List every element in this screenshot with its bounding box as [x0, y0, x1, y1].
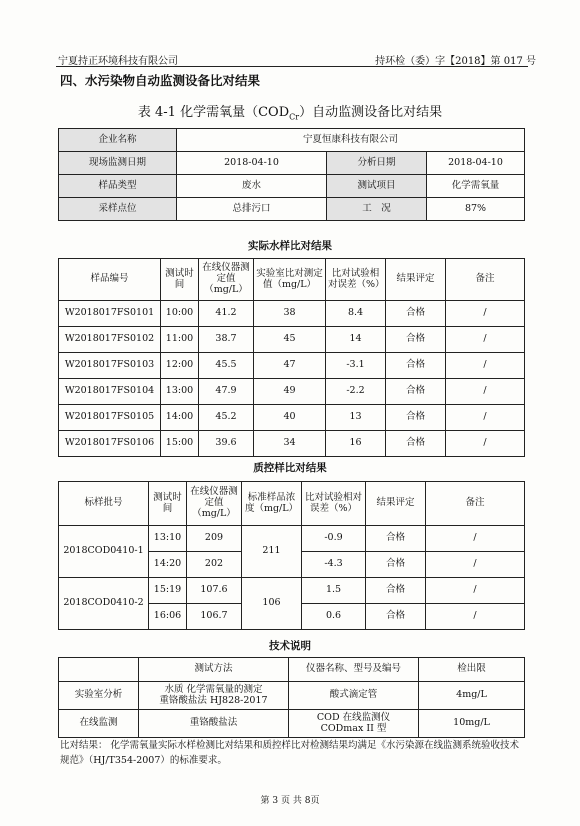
- qc-batch: 2018COD0410-2: [59, 578, 149, 630]
- cell: 14:00: [161, 405, 199, 431]
- col-header: 备注: [426, 482, 525, 526]
- cell: 34: [254, 431, 326, 457]
- table-row: [59, 301, 525, 327]
- cell: -3.1: [326, 353, 386, 379]
- row-label: 实验室分析: [59, 682, 139, 710]
- cell: W2018017FS0101: [59, 301, 161, 327]
- cell: 合格: [366, 526, 426, 552]
- cell: 重铬酸盐法: [139, 710, 289, 738]
- qc-batch: 2018COD0410-1: [59, 526, 149, 578]
- cell: W2018017FS0103: [59, 353, 161, 379]
- table-row: [59, 431, 525, 457]
- actual-table: [58, 258, 525, 457]
- cell: -0.9: [302, 526, 366, 552]
- col-header: 测试时间: [161, 259, 199, 301]
- info-label: 工 况: [327, 198, 427, 221]
- cell: /: [426, 578, 525, 604]
- method-line: 重铬酸盐法 HJ828-2017: [159, 694, 268, 706]
- info-label: 测试项目: [327, 175, 427, 198]
- cell: 合格: [386, 353, 446, 379]
- cell: 0.6: [302, 604, 366, 630]
- tech-header-row: [59, 658, 525, 682]
- info-label: 企业名称: [59, 129, 177, 152]
- cell: 4mg/L: [419, 682, 525, 710]
- cell: /: [426, 552, 525, 578]
- cell: 1.5: [302, 578, 366, 604]
- qc-title: 质控样比对结果: [253, 462, 327, 474]
- info-label: 分析日期: [327, 152, 427, 175]
- cell: 合格: [366, 552, 426, 578]
- info-value: 废水: [177, 175, 327, 198]
- cell: /: [446, 379, 525, 405]
- info-label: 采样点位: [59, 198, 177, 221]
- cell: 合格: [366, 578, 426, 604]
- col-header: 比对试验相对误差（%）: [326, 259, 386, 301]
- cell: W2018017FS0106: [59, 431, 161, 457]
- cell: 合格: [386, 405, 446, 431]
- cell: 45.5: [199, 353, 254, 379]
- section-title: 四、水污染物自动监测设备比对结果: [60, 73, 261, 88]
- col-header: 标准样品浓度（mg/L）: [242, 482, 302, 526]
- cell: /: [446, 405, 525, 431]
- cell: 14:20: [149, 552, 187, 578]
- cell: 107.6: [187, 578, 242, 604]
- cell: 11:00: [161, 327, 199, 353]
- info-table: [58, 128, 525, 221]
- cell: 41.2: [199, 301, 254, 327]
- cell: [139, 682, 289, 710]
- col-header: 结果评定: [386, 259, 446, 301]
- tech-title: 技术说明: [269, 640, 311, 652]
- method-line: 水质 化学需氧量的测定: [164, 683, 263, 695]
- cell: 合格: [386, 379, 446, 405]
- cell: [289, 710, 419, 738]
- col-header: 标样批号: [59, 482, 149, 526]
- cell: 合格: [366, 604, 426, 630]
- cell: /: [426, 604, 525, 630]
- table-row: [59, 353, 525, 379]
- info-row: [59, 198, 525, 221]
- page-number: 第 3 页 共 8页: [260, 796, 320, 806]
- col-header: 在线仪器测定值（mg/L）: [187, 482, 242, 526]
- cell: 49: [254, 379, 326, 405]
- cell: 47.9: [199, 379, 254, 405]
- instrument-line: COD 在线监测仪: [316, 711, 391, 723]
- cell: 13:00: [161, 379, 199, 405]
- cell: 酸式滴定管: [289, 682, 419, 710]
- table-row: [59, 405, 525, 431]
- cell: 合格: [386, 431, 446, 457]
- cell: 40: [254, 405, 326, 431]
- table-title: 表 4-1 化学需氧量$(COD_{Cr})$自动监测设备比对结果: [137, 105, 443, 122]
- info-value: 宁夏恒康科技有限公司: [177, 129, 525, 152]
- cell: -4.3: [302, 552, 366, 578]
- info-value: 2018-04-10: [177, 152, 327, 175]
- info-value: 总排污口: [177, 198, 327, 221]
- col-header: 仪器名称、型号及编号: [289, 658, 419, 682]
- info-value: 化学需氧量: [427, 175, 525, 198]
- info-row: [59, 175, 525, 198]
- info-label: 样品类型: [59, 175, 177, 198]
- cell: /: [446, 327, 525, 353]
- col-header: 测试方法: [139, 658, 289, 682]
- cell: 47: [254, 353, 326, 379]
- table-row: [59, 526, 525, 552]
- cell: 15:19: [149, 578, 187, 604]
- cell: 8.4: [326, 301, 386, 327]
- instrument-line: CODmax II 型: [320, 722, 387, 734]
- cell: W2018017FS0102: [59, 327, 161, 353]
- actual-title: 实际水样比对结果: [248, 240, 332, 252]
- table-row: [59, 379, 525, 405]
- conclusion-text: 比对结果： 化学需氧量实际水样检测比对结果和质控样比对检测结果均满足《水污染源在线监测系统验收技术规范》（HJ/T354-2007）的标准要求。: [60, 740, 520, 766]
- col-header: 检出限: [419, 658, 525, 682]
- cell: 16: [326, 431, 386, 457]
- table-row: [59, 578, 525, 604]
- header-company: 宁夏持正环境科技有限公司: [58, 56, 178, 67]
- cell: 39.6: [199, 431, 254, 457]
- info-row-company: [59, 129, 525, 152]
- row-label: 在线监测: [59, 710, 139, 738]
- col-header: 样品编号: [59, 259, 161, 301]
- info-row: [59, 152, 525, 175]
- col-header: 实验室比对测定值（mg/L）: [254, 259, 326, 301]
- cell: 14: [326, 327, 386, 353]
- cell: 38.7: [199, 327, 254, 353]
- qc-header-row: [59, 482, 525, 526]
- qc-table: [58, 481, 525, 630]
- cell: 106.7: [187, 604, 242, 630]
- cell: /: [446, 301, 525, 327]
- cell: 45: [254, 327, 326, 353]
- cell: -2.2: [326, 379, 386, 405]
- cell: 16:06: [149, 604, 187, 630]
- col-header: 测试时间: [149, 482, 187, 526]
- cell: 10:00: [161, 301, 199, 327]
- cell: /: [446, 353, 525, 379]
- actual-header-row: [59, 259, 525, 301]
- cell: W2018017FS0104: [59, 379, 161, 405]
- cell: /: [426, 526, 525, 552]
- info-value: 87%: [427, 198, 525, 221]
- cell: 合格: [386, 327, 446, 353]
- cell: 13:10: [149, 526, 187, 552]
- col-header: 在线仪器测定值（mg/L）: [199, 259, 254, 301]
- info-label: 现场监测日期: [59, 152, 177, 175]
- cell: 12:00: [161, 353, 199, 379]
- corner-cell: [59, 658, 139, 682]
- cell: 13: [326, 405, 386, 431]
- cell: 10mg/L: [419, 710, 525, 738]
- table-row: [59, 710, 525, 738]
- cell: 38: [254, 301, 326, 327]
- cell: 合格: [386, 301, 446, 327]
- cell: /: [446, 431, 525, 457]
- cell: 209: [187, 526, 242, 552]
- cell: W2018017FS0105: [59, 405, 161, 431]
- cell: 15:00: [161, 431, 199, 457]
- col-header: 比对试验相对误差（%）: [302, 482, 366, 526]
- header-divider: [56, 66, 528, 67]
- table-row: [59, 327, 525, 353]
- qc-std: 211: [242, 526, 302, 578]
- col-header: 备注: [446, 259, 525, 301]
- qc-std: 106: [242, 578, 302, 630]
- info-value: 2018-04-10: [427, 152, 525, 175]
- cell: 202: [187, 552, 242, 578]
- cell: 45.2: [199, 405, 254, 431]
- col-header: 结果评定: [366, 482, 426, 526]
- table-row: [59, 682, 525, 710]
- tech-table: [58, 657, 525, 738]
- header-doc-number: 持环检（委）字【2018】第 017 号: [375, 56, 536, 67]
